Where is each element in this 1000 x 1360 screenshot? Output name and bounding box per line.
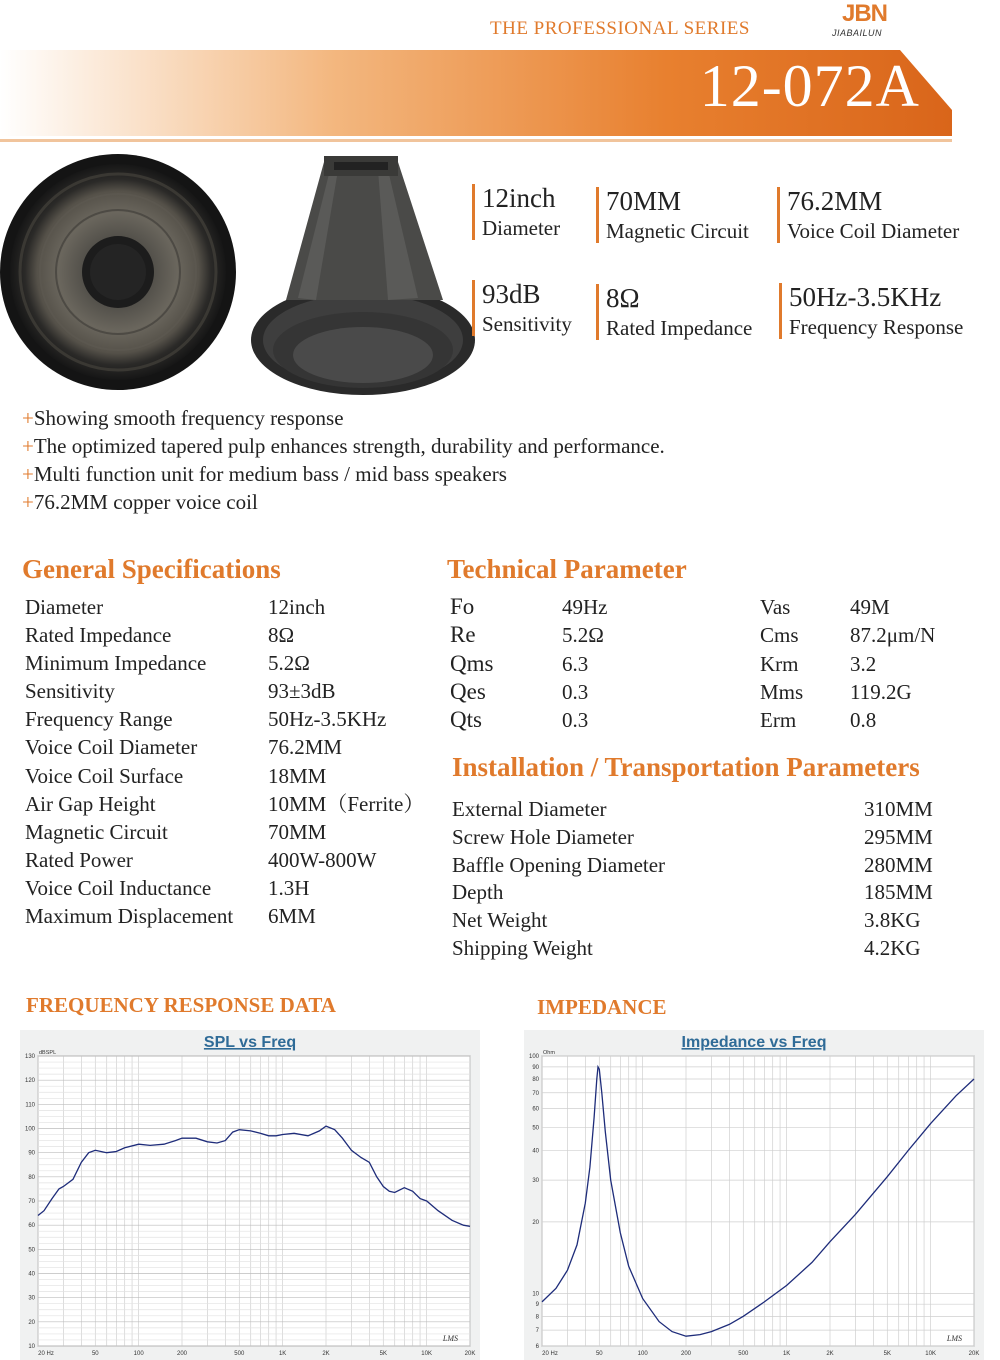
- y-tick-label: 6: [535, 1344, 539, 1350]
- param-value: 0.3: [562, 679, 589, 704]
- param-name: Screw Hole Diameter: [452, 824, 634, 849]
- y-tick-label: 8: [535, 1314, 539, 1321]
- key-spec-voice-coil: 76.2MM Voice Coil Diameter: [777, 185, 959, 245]
- y-axis-label: Ohm: [543, 1050, 555, 1056]
- general-specs-table: [25, 594, 445, 931]
- installation-row: [452, 879, 972, 907]
- y-tick-label: 7: [535, 1328, 539, 1335]
- y-tick-label: 9: [535, 1302, 539, 1309]
- series-label: THE PROFESSIONAL SERIES: [490, 18, 750, 39]
- installation-row: [452, 796, 972, 824]
- technical-row: [450, 594, 970, 622]
- technical-parameter-title: Technical Parameter: [447, 554, 687, 584]
- y-tick-label: 60: [532, 1106, 539, 1113]
- spec-value: 93±3dB: [268, 679, 336, 704]
- general-spec-row: [25, 903, 445, 931]
- spec-value: 6MM: [268, 904, 316, 929]
- lms-watermark: LMS: [442, 1334, 458, 1343]
- param-name: Depth: [452, 880, 504, 905]
- y-tick-label: 50: [28, 1247, 35, 1254]
- spec-name: Rated Impedance: [25, 623, 172, 648]
- y-tick-label: 40: [28, 1271, 35, 1278]
- spec-name: Voice Coil Inductance: [25, 875, 212, 900]
- y-tick-label: 80: [532, 1077, 539, 1084]
- y-tick-label: 10: [28, 1344, 35, 1350]
- technical-row: [450, 651, 970, 679]
- key-spec-magnetic-circuit: 70MM Magnetic Circuit: [596, 185, 749, 245]
- key-spec-impedance: 8Ω Rated Impedance: [596, 282, 752, 342]
- spec-name: Air Gap Height: [25, 791, 156, 816]
- general-spec-row: [25, 622, 445, 650]
- x-tick-label: 10K: [925, 1351, 936, 1357]
- x-tick-label: 20 Hz: [542, 1351, 558, 1357]
- x-tick-label: 5K: [379, 1351, 387, 1357]
- param-name: Qts: [450, 707, 482, 733]
- param-value: 0.8: [850, 708, 877, 733]
- general-spec-row: [25, 678, 445, 706]
- spec-value: 76.2MM: [268, 735, 343, 760]
- x-tick-label: 1K: [278, 1351, 287, 1357]
- y-tick-label: 10: [532, 1291, 539, 1298]
- param-name: Qes: [450, 678, 486, 704]
- y-tick-label: 60: [28, 1223, 35, 1230]
- installation-row: [452, 935, 972, 963]
- chart-title: SPL vs Freq: [203, 1034, 297, 1051]
- key-spec-diameter: 12inch Diameter: [472, 182, 560, 242]
- param-name: Vas: [760, 595, 791, 619]
- param-value: 6.3: [562, 651, 589, 676]
- spec-value: 8Ω: [268, 623, 295, 648]
- x-tick-label: 200: [176, 1351, 188, 1357]
- spec-value: 18MM: [268, 763, 327, 788]
- x-tick-label: 100: [133, 1351, 144, 1357]
- brand-logo: [832, 0, 924, 42]
- y-tick-label: 30: [532, 1178, 539, 1185]
- general-spec-row: [25, 763, 445, 791]
- spec-value: 50Hz-3.5KHz: [268, 707, 387, 732]
- spec-name: Frequency Range: [25, 707, 173, 732]
- param-name: Re: [450, 622, 476, 648]
- general-spec-row: [25, 594, 445, 622]
- banner-underline: [0, 139, 952, 142]
- general-specs-title: General Specifications: [22, 554, 281, 584]
- spec-name: Voice Coil Diameter: [25, 735, 198, 760]
- speaker-back-photo: [238, 150, 480, 400]
- param-value: 185MM: [864, 880, 933, 905]
- param-value: 0.3: [562, 708, 589, 733]
- x-tick-label: 50: [595, 1351, 603, 1357]
- x-tick-label: 20K: [464, 1351, 476, 1357]
- y-tick-label: 70: [28, 1199, 35, 1205]
- feature-item: +76.2MM copper voice coil: [22, 490, 258, 514]
- technical-row: [450, 707, 970, 735]
- installation-row: [452, 907, 972, 935]
- technical-parameter-table: [450, 594, 970, 735]
- feature-item: +Showing smooth frequency response: [22, 406, 344, 430]
- param-name: Mms: [760, 679, 804, 704]
- technical-row: [450, 622, 970, 650]
- y-axis-label: dBSPL: [39, 1050, 57, 1056]
- y-tick-label: 90: [28, 1150, 35, 1157]
- spec-value: 5.2Ω: [268, 651, 310, 676]
- feature-item: +The optimized tapered pulp enhances strength, durability and performance.: [22, 434, 665, 458]
- param-name: External Diameter: [452, 797, 607, 821]
- y-tick-label: 100: [24, 1126, 35, 1133]
- lms-watermark: LMS: [946, 1334, 962, 1343]
- param-value: 3.2: [850, 651, 877, 676]
- installation-row: [452, 852, 972, 880]
- spec-name: Maximum Displacement: [25, 904, 234, 929]
- installation-title: Installation / Transportation Parameters: [452, 752, 920, 782]
- param-value: 49M: [850, 595, 890, 619]
- plot-area: [542, 1056, 974, 1346]
- y-tick-label: 50: [532, 1125, 539, 1132]
- spec-value: 12inch: [268, 595, 326, 619]
- spec-value: 70MM: [268, 819, 327, 844]
- key-spec-frequency-response: 50Hz-3.5KHz Frequency Response: [779, 281, 963, 341]
- spec-value: 1.3H: [268, 875, 310, 900]
- general-spec-row: [25, 819, 445, 847]
- feature-list: [22, 404, 665, 516]
- installation-row: [452, 824, 972, 852]
- x-tick-label: 50: [91, 1351, 99, 1357]
- spec-name: Voice Coil Surface: [25, 763, 184, 788]
- param-name: Cms: [760, 623, 799, 648]
- x-tick-label: 500: [738, 1351, 749, 1357]
- spec-name: Minimum Impedance: [25, 651, 207, 676]
- spec-value: 10MM（Ferrite）: [268, 791, 425, 816]
- spec-name: Magnetic Circuit: [25, 819, 168, 844]
- y-tick-label: 80: [28, 1174, 35, 1181]
- param-name: Erm: [760, 708, 797, 733]
- y-tick-label: 20: [28, 1319, 35, 1326]
- spec-name: Sensitivity: [25, 679, 115, 704]
- param-value: 310MM: [864, 797, 933, 821]
- param-name: Krm: [760, 651, 799, 676]
- y-tick-label: 30: [28, 1295, 35, 1302]
- spec-name: Diameter: [25, 595, 104, 619]
- y-tick-label: 100: [528, 1054, 539, 1060]
- chart-title: Impedance vs Freq: [681, 1034, 827, 1051]
- x-tick-label: 2K: [826, 1351, 834, 1357]
- param-value: 3.8KG: [864, 908, 921, 933]
- param-value: 49Hz: [562, 595, 608, 619]
- general-spec-row: [25, 791, 445, 819]
- feature-item: +Multi function unit for medium bass / mid bass speakers: [22, 462, 507, 486]
- x-tick-label: 20K: [968, 1351, 980, 1357]
- spl-chart: [20, 1030, 480, 1360]
- x-tick-label: 200: [680, 1351, 692, 1357]
- general-spec-row: [25, 847, 445, 875]
- x-tick-label: 2K: [322, 1351, 330, 1357]
- frequency-response-title: FREQUENCY RESPONSE DATA: [26, 993, 336, 1017]
- y-tick-label: 70: [532, 1090, 539, 1097]
- param-name: Shipping Weight: [452, 935, 593, 960]
- param-value: 280MM: [864, 852, 933, 877]
- y-tick-label: 90: [532, 1064, 539, 1071]
- logo-subtext: JIABAILUN: [832, 28, 883, 38]
- x-tick-label: 20 Hz: [38, 1351, 54, 1357]
- param-name: Baffle Opening Diameter: [452, 852, 666, 877]
- param-value: 5.2Ω: [562, 623, 604, 648]
- x-tick-label: 100: [637, 1351, 648, 1357]
- param-value: 87.2μm/N: [850, 623, 936, 648]
- x-tick-label: 5K: [883, 1351, 891, 1357]
- x-tick-label: 500: [234, 1351, 245, 1357]
- x-tick-label: 1K: [782, 1351, 791, 1357]
- spec-name: Rated Power: [25, 847, 133, 872]
- installation-table: [452, 796, 972, 963]
- general-spec-row: [25, 650, 445, 678]
- y-tick-label: 130: [24, 1054, 35, 1060]
- speaker-front-photo: [0, 150, 240, 400]
- y-tick-label: 110: [25, 1102, 35, 1109]
- x-tick-label: 10K: [421, 1351, 432, 1357]
- logo-mark: JBN: [842, 0, 888, 27]
- param-value: 4.2KG: [864, 935, 921, 960]
- y-tick-label: 20: [532, 1219, 539, 1226]
- key-spec-sensitivity: 93dB Sensitivity: [472, 278, 572, 338]
- technical-row: [450, 679, 970, 707]
- general-spec-row: [25, 706, 445, 734]
- impedance-title: IMPEDANCE: [537, 995, 667, 1019]
- param-name: Qms: [450, 650, 494, 676]
- impedance-chart: [524, 1030, 984, 1360]
- param-value: 119.2G: [850, 679, 912, 704]
- model-number: 12-072A: [699, 53, 920, 119]
- param-name: Net Weight: [452, 908, 548, 933]
- param-value: 295MM: [864, 824, 933, 849]
- param-name: Fo: [450, 594, 475, 619]
- general-spec-row: [25, 734, 445, 762]
- y-tick-label: 120: [24, 1078, 35, 1085]
- general-spec-row: [25, 875, 445, 903]
- y-tick-label: 40: [532, 1148, 539, 1155]
- spec-value: 400W-800W: [268, 847, 377, 872]
